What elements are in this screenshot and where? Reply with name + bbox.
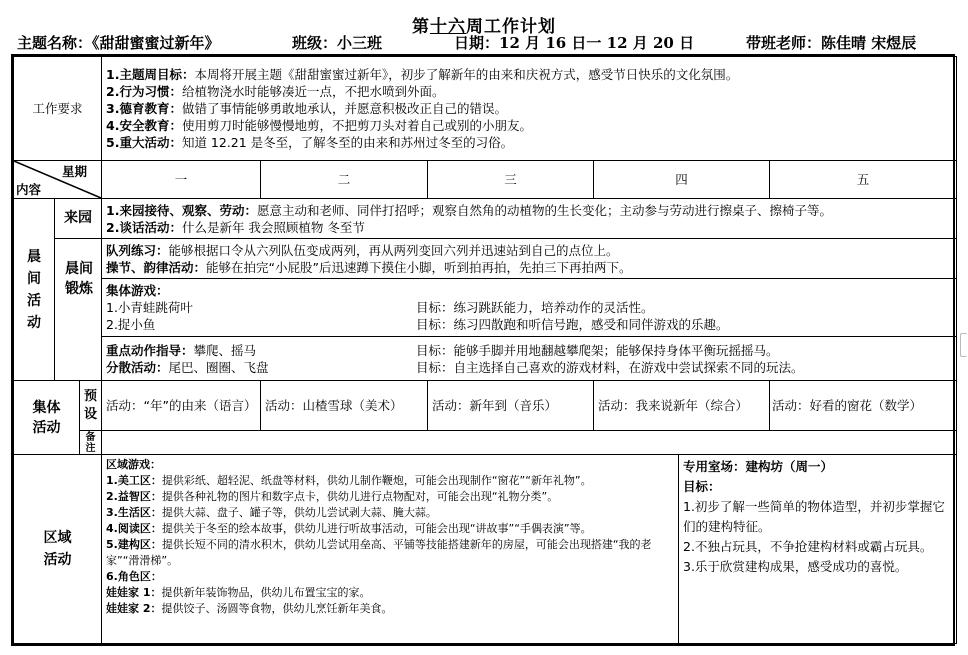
area-activities-row	[14, 455, 957, 644]
scroll-handle[interactable]	[960, 333, 967, 357]
note-label: 备注	[80, 431, 102, 455]
theme-name: 主题名称：《甜甜蜜蜜过新年》	[17, 34, 220, 52]
day-thursday: 四	[594, 161, 770, 199]
note-row	[14, 431, 957, 455]
day-friday: 五	[770, 161, 957, 199]
group-games-content: 集体游戏： 1.小青蛙跳荷叶 目标：练习跳跃能力，培养动作的灵活性。 2.捉小鱼 目标：练习四散跑和听信号跑，感受和同伴游戏的乐趣。	[102, 279, 957, 337]
activity-friday: 活动：好看的窗花（数学）	[770, 381, 957, 431]
drill-content: 队列练习：能够根据口令从六列队伍变成两列，再从两列变回六列并迅速站到自己的点位上。 操节、韵律活动：能够在拍完“小屁股”后迅速蹲下摸住小脚，听到拍再拍，先拍三下再拍两下。	[102, 239, 957, 279]
activity-wednesday: 活动：新年到（音乐）	[428, 381, 594, 431]
teachers: 带班老师：陈佳晴 宋煜辰	[746, 34, 917, 52]
note-content	[102, 431, 957, 455]
day-monday: 一	[102, 161, 261, 199]
diagonal-corner-cell: 星期 内容	[14, 161, 102, 199]
activity-monday: 活动：“年”的由来（语言）	[102, 381, 261, 431]
morning-activity-label: 晨间活动	[14, 199, 55, 381]
arrival-row	[14, 199, 957, 239]
work-requirements-row	[14, 57, 957, 161]
work-req-content: 1.主题周目标：本周将开展主题《甜甜蜜蜜过新年》，初步了解新年的由来和庆祝方式，感受节日快乐的文化氛围。 2.行为习惯：给植物浇水时能够凑近一点，不把水喷到外面。 3.德育教育：做错了事情能够勇敢地承认，并愿意积极改正自己的错误。 4.安全教育：使用剪刀时能够慢慢地剪，不把剪刀头对着自己或别的小朋友。 5.重大活动：知道 12.21 是冬至，了解冬至的由来和苏州过冬至的习俗。	[102, 57, 957, 161]
arrival-content: 1.来园接待、观察、劳动：愿意主动和老师、同伴打招呼；观察自然角的动植物的生长变化；主动参与劳动进行擦桌子、擦椅子等。 2.谈话活动：什么是新年 我会照顾植物 冬至节	[102, 199, 957, 239]
area-activity-label: 区域活动	[14, 455, 102, 644]
arrival-label: 来园	[55, 199, 102, 239]
group-activity-label: 集体活动	[14, 381, 80, 455]
special-room-content: 专用室场：建构坊（周一） 目标： 1.初步了解一些简单的物体造型，并初步掌握它们的建构特征。 2.不独占玩具，不争抢建构材料或霸占玩具。 3.乐于欣赏建构成果，感受成功的喜悦。	[679, 455, 957, 644]
weekday-header-row	[14, 161, 957, 199]
day-tuesday: 二	[261, 161, 428, 199]
group-games-row	[14, 279, 957, 337]
plan-table	[11, 54, 955, 646]
preset-activities-row	[14, 381, 957, 431]
page-title: 第十六周工作计划	[412, 17, 556, 37]
date-range: 日期：12 月 16 日一 12 月 20 日	[454, 34, 695, 52]
area-games-content: 区域游戏： 1.美工区：提供彩纸、超轻泥、纸盘等材料，供幼儿制作鞭炮，可能会出现制作“窗花”“新年礼物”。 2.益智区：提供各种礼物的图片和数字点卡，供幼儿进行点物配对，可能会出现“礼物分类”。 3.生活区：提供大蒜、盘子、罐子等，供幼儿尝试剥大蒜、腌大蒜。 4.阅读区：提供关于冬至的绘本故事，供幼儿进行听故事活动，可能会出现“讲故事”“手偶表演”等。 5.建构区：提供长短不同的清水积木，供幼儿尝试用垒高、平铺等技能搭建新年的房屋，可能会出现搭建“我的老家”“滑滑梯”。 6.角色区： 娃娃家 1：提供新年装饰物品，供幼儿布置宝宝的家。 娃娃家 2：提供饺子、汤圆等食物，供幼儿烹饪新年美食。	[102, 455, 679, 644]
drill-row	[14, 239, 957, 279]
activity-tuesday: 活动：山楂雪球（美术）	[261, 381, 428, 431]
activity-thursday: 活动：我来说新年（综合）	[594, 381, 770, 431]
day-wednesday: 三	[428, 161, 594, 199]
preset-label: 预设	[80, 381, 102, 431]
work-req-label: 工作要求	[14, 57, 102, 161]
focus-content: 重点动作指导：攀爬、摇马 目标：能够手脚并用地翻越攀爬架；能够保持身体平衡玩摇摇马。 分散活动：尾巴、圈圈、飞盘 目标：自主选择自己喜欢的游戏材料，在游戏中尝试探索不同的玩法。	[102, 337, 957, 381]
focus-row	[14, 337, 957, 381]
class-name: 班级：小三班	[292, 34, 383, 52]
morning-exercise-label: 晨间锻炼	[55, 239, 102, 381]
